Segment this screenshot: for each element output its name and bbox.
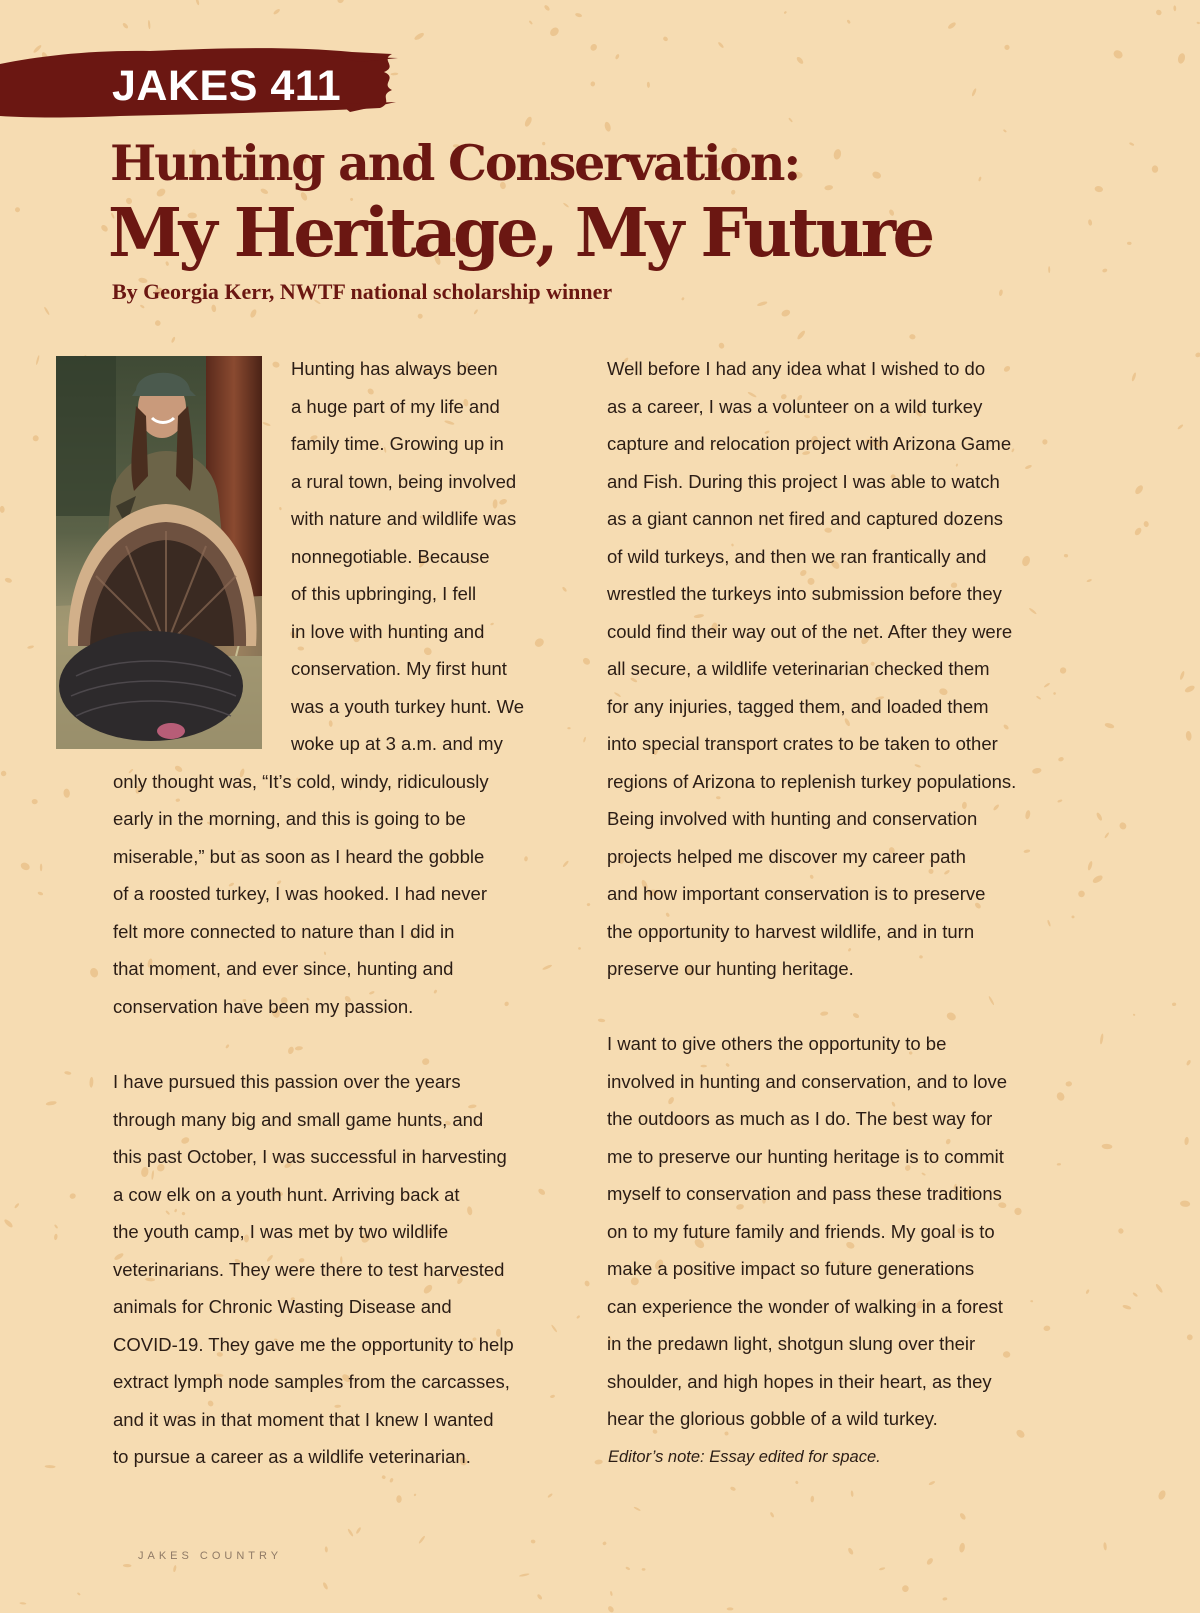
speckle [1028,607,1037,615]
speckle [1094,185,1103,192]
speckle [1030,1300,1033,1302]
speckle [272,361,281,369]
speckle [1185,731,1192,741]
speckle [589,43,598,52]
speckle [1172,1002,1177,1006]
speckle [919,955,923,959]
speckle [273,8,281,15]
speckle [587,903,591,907]
speckle [633,1506,641,1511]
speckle [473,309,478,315]
speckle [810,1496,814,1503]
speckle [727,1607,734,1610]
speckle [54,1224,59,1229]
speckle [1085,1289,1090,1294]
speckle [171,336,176,343]
body-text-line: was a youth turkey hunt. We [291,695,525,717]
speckle [1088,219,1093,226]
speckle [262,422,271,427]
speckle [1059,666,1068,675]
speckle [1103,1542,1107,1550]
speckle [1047,920,1051,927]
speckle [824,185,833,191]
body-text-line: the opportunity to harvest wildlife, and in turn [607,920,975,942]
body-text-line: and how important conservation is to preserve [607,883,986,904]
body-text-line: veterinarians. They were there to test harvested [113,1258,505,1280]
speckle [225,1044,230,1049]
body-text-line: Being involved with hunting and conservation [607,808,978,829]
speckle [1096,812,1104,822]
speckle [562,586,568,592]
speckle [45,1465,56,1469]
speckle [523,116,533,128]
speckle [871,170,882,180]
speckle [417,313,423,319]
speckle [1057,799,1063,803]
speckle [562,860,569,868]
speckle [519,1573,530,1577]
speckle [1127,242,1132,245]
speckle [1157,1489,1167,1501]
speckle [547,1493,553,1499]
body-text-line: animals for Chronic Wasting Disease and [113,1296,452,1317]
speckle [413,32,425,42]
speckle [1043,682,1050,688]
body-text-line: the outdoors as much as I do. The best way for [607,1108,993,1129]
speckle [1179,671,1185,681]
speckle [89,1077,93,1088]
body-text-line: as a giant cannon net fired and captured dozens [607,508,1003,529]
speckle [942,1597,947,1601]
speckle [322,1582,329,1590]
speckle [943,869,950,875]
speckle [1058,756,1065,762]
body-text-line: a rural town, being involved [291,470,517,492]
speckle [769,1512,774,1518]
body-text-line: me to preserve our hunting heritage is to commit [607,1145,1004,1167]
speckle [665,912,670,917]
body-text-line: COVID-19. They gave me the opportunity to help [113,1333,514,1355]
speckle [642,1568,646,1571]
speckle [1196,21,1200,24]
speckle [1064,554,1069,558]
speckle [610,1591,613,1596]
speckle [662,36,669,42]
speckle [959,1542,966,1553]
speckle [1053,692,1056,695]
speckle [590,81,596,87]
speckle [0,770,7,777]
speckle [27,645,34,649]
speckle [993,804,1000,812]
body-text-line: conservation. My first hunt [291,658,507,679]
speckle [1025,464,1033,470]
speckle [498,498,507,506]
speckle [594,1459,603,1465]
speckle [32,799,38,805]
speckle [607,1605,615,1613]
body-text-line: regions of Arizona to replenish turkey populations. [607,770,1017,792]
speckle [69,1193,77,1200]
speckle [123,1564,132,1567]
speckle [279,507,282,511]
speckle [444,420,455,426]
body-text-line: on to my future family and friends. My goal is to [607,1220,995,1242]
speckle [1071,915,1074,918]
speckle [181,1212,185,1216]
speckle [901,1584,910,1593]
body-text-line: I have pursued this passion over the years [113,1071,461,1092]
speckle [625,1566,630,1570]
speckle [757,301,768,307]
speckle [978,176,982,181]
body-text-line: conservation have been my passion. [113,995,414,1017]
speckle [1180,1200,1191,1207]
body-text-line: extract lymph node samples from the carcasses, [113,1371,510,1392]
speckle [43,306,50,315]
article-title-line2: My Heritage, My Future [108,193,932,272]
speckle [40,864,42,872]
speckle [1112,49,1124,61]
body-text-line: a cow elk on a youth hunt. Arriving back at [113,1183,460,1205]
speckle [909,334,916,340]
body-text-line: wrestled the turkeys into submission before they [607,583,1002,604]
speckle [324,951,327,955]
speckle [1011,448,1015,453]
speckle [1134,484,1145,496]
speckle [971,88,977,97]
speckle [165,1210,170,1215]
speckle [725,1063,730,1068]
speckle [945,1011,957,1022]
body-text-line: Well before I had any idea what I wished to do [607,358,986,379]
speckle [1104,722,1115,729]
speckle [551,1324,558,1333]
speckle [1104,832,1110,839]
speckle [1131,372,1137,382]
speckle [788,117,793,122]
body-text-line: for any injuries, tagged them, and loaded them [607,695,989,717]
speckle [681,297,685,301]
speckle [578,947,581,950]
speckle [45,1100,56,1106]
speckle [582,656,592,666]
speckle [1133,1013,1136,1016]
speckle [1101,1144,1112,1150]
body-text-line: woke up at 3 a.m. and my [291,733,503,754]
body-text-line: in the predawn light, shotgun slung over their [607,1333,976,1354]
body-text-line: and Fish. During this project I was able to watch [607,470,1000,492]
speckle [1091,874,1103,885]
speckle [1065,1081,1072,1087]
speckle [531,1539,536,1543]
speckle [543,4,550,11]
speckle [701,1065,707,1068]
speckle [1086,579,1092,583]
speckle [1132,1292,1138,1298]
author-turkey-photo [56,356,262,749]
speckle [959,1512,967,1521]
body-text-line: of this upbringing, I fell [291,583,477,604]
speckle [809,874,814,879]
speckle [433,989,437,994]
speckle [35,355,40,365]
speckle [1014,1208,1022,1216]
speckle [1173,5,1176,11]
body-text-line: nonnegotiable. Because [291,545,490,567]
speckle [524,856,528,862]
speckle [598,1018,606,1022]
speckle [64,1071,71,1075]
speckle [173,1565,177,1572]
speckle [730,1486,737,1492]
speckle [1184,684,1196,694]
speckle [1186,1334,1194,1342]
speckle [1003,1351,1011,1358]
speckle [1177,52,1186,64]
speckle [490,622,494,625]
speckle [921,1172,926,1176]
speckle [914,764,921,769]
footer-publication-name: JAKES COUNTRY [138,1550,283,1562]
speckle [329,720,333,727]
speckle [833,148,842,160]
body-text-line: miserable,” but as soon as I heard the gobble [113,845,485,867]
speckle [1087,861,1093,871]
speckle [297,646,304,651]
speckle [89,967,99,978]
speckle [175,798,180,802]
speckle [355,1527,361,1535]
editors-note: Editor’s note: Essay edited for space. [608,1447,881,1466]
speckle [529,20,534,25]
speckle [148,20,151,29]
speckle [1003,44,1010,51]
speckle [567,727,570,729]
body-text-line: shoulder, and high hopes in their heart, as they [607,1370,992,1392]
speckle [796,56,805,65]
speckle [820,1011,829,1016]
speckle [988,996,995,1006]
speckle [1042,439,1049,446]
speckle [1133,527,1142,537]
body-text-line: a huge part of my life and [291,395,500,417]
speckle [584,1280,590,1287]
body-text-line: this past October, I was successful in harvesting [113,1146,507,1167]
speckle [4,577,12,583]
speckle [999,289,1004,296]
speckle [947,21,957,30]
body-text-line: with nature and wildlife was [291,508,517,529]
body-text-line: into special transport crates to be taken to other [607,733,998,754]
speckle [1023,849,1030,853]
speckle [347,1528,354,1537]
speckle [325,1546,328,1552]
speckle [396,1495,401,1503]
body-text-line: could find their way out of the net. After they were [607,620,1013,642]
speckle [1177,424,1184,430]
speckle [1025,810,1031,820]
speckle [847,1547,854,1555]
speckle [295,1046,303,1051]
speckle [718,342,726,350]
body-text-line: of wild turkeys, and then we ran frantically and [607,545,987,567]
speckle [1195,352,1200,358]
body-text-line: capture and relocation project with Arizona Game [607,433,1012,454]
speckle [19,1602,26,1605]
body-text-line: I want to give others the opportunity to be [607,1033,947,1054]
speckle [1003,724,1010,731]
speckle [418,1535,426,1544]
speckle [1048,266,1050,273]
speckle [1077,889,1086,898]
speckle [413,1493,416,1496]
speckle [1118,821,1128,831]
speckle [122,22,129,29]
speckle [536,1593,543,1600]
speckle [336,0,345,4]
body-text-line: hear the glorious gobble of a wild turkey. [607,1408,938,1429]
body-text-line: felt more connected to nature than I did in [113,920,455,942]
speckle [1032,767,1042,774]
speckle [1186,1059,1192,1066]
speckle [846,19,851,24]
speckle [287,1046,295,1055]
speckle [37,891,43,896]
speckle [795,1480,799,1484]
body-text-line: as a career, I was a volunteer on a wild turkey [607,395,983,417]
speckle [799,569,808,577]
speckle [1036,695,1042,700]
speckle [783,11,787,15]
speckle [879,1567,886,1571]
speckle [1055,1091,1065,1102]
speckle [1043,1325,1050,1331]
speckle [389,1478,394,1484]
speckle [602,1541,607,1546]
body-text-line: the youth camp, I was met by two wildlife [113,1221,449,1242]
speckle [716,796,721,799]
speckle [1152,165,1159,173]
body-text-line: myself to conservation and pass these traditions [607,1183,1002,1204]
body-text-line: through many big and small game hunts, and [113,1108,484,1130]
body-text-line: preserve our hunting heritage. [607,958,854,979]
body-text-line: that moment, and ever since, hunting and [113,958,454,979]
speckle [19,861,31,871]
byline: By Georgia Kerr, NWTF national scholarship winner [112,279,613,304]
speckle [1143,521,1149,528]
speckle [1003,129,1007,133]
speckle [542,964,553,971]
speckle [174,1208,178,1212]
speckle [575,12,583,17]
speckle [1122,1304,1132,1310]
speckle [604,121,612,132]
body-text-line: projects helped me discover my career path [607,845,966,867]
speckle [615,53,620,59]
speckle [421,1057,430,1065]
speckle [926,1557,935,1566]
body-text-line: early in the morning, and this is going to be [113,808,466,829]
speckle [667,1096,675,1105]
body-text-line: to pursue a career as a wildlife veterinarian. [113,1446,471,1467]
speckle [955,463,958,467]
speckle [14,206,21,213]
speckle [249,308,258,318]
speckle [537,1187,546,1196]
speckle [1117,1227,1124,1234]
speckle [32,435,39,442]
speckle [14,1203,20,1209]
body-text-line: of a roosted turkey, I was hooked. I had never [113,883,487,904]
speckle [1015,1428,1026,1439]
body-text-line: only thought was, “It’s cold, windy, ridiculously [113,770,489,792]
body-text-line: can experience the wonder of walking in a forest [607,1295,1003,1317]
speckle [928,1480,935,1485]
speckle [533,637,545,649]
speckle [796,330,806,341]
speckle [63,788,70,798]
speckle [717,41,724,48]
speckle [548,26,560,38]
speckle [1003,365,1011,373]
speckle [504,1001,510,1007]
speckle [780,308,791,317]
speckle [1129,142,1135,146]
body-text-line: and it was in that moment that I knew I wanted [113,1408,494,1430]
speckle [154,320,161,327]
speckle [151,1170,154,1180]
speckle [850,1490,853,1497]
speckle [1102,268,1108,273]
section-label: JAKES 411 [112,62,342,110]
article-title-line1: Hunting and Conservation: [110,134,800,192]
speckle [848,948,852,952]
speckle [3,1218,14,1228]
body-text-line: make a positive impact so future generations [607,1258,975,1279]
body-text-line: Hunting has always been [291,358,498,379]
speckle [1057,1163,1061,1166]
speckle [381,1475,386,1480]
body-text-line: involved in hunting and conservation, and to love [607,1070,1008,1092]
speckle [550,1394,556,1398]
speckle [647,82,650,88]
speckle [1184,1137,1189,1146]
speckle [77,1592,81,1596]
speckle [1021,555,1031,567]
speckle [466,1206,472,1216]
speckle [583,737,587,743]
speckle [54,1233,58,1240]
speckle [1155,9,1163,17]
speckle [1099,1033,1103,1044]
speckle [576,1315,580,1319]
body-text-line: in love with hunting and [291,620,485,642]
speckle [0,506,5,513]
speckle [195,0,200,6]
body-text-line: family time. Growing up in [291,433,504,454]
body-text-line: all secure, a wildlife veterinarian checked them [607,658,990,679]
speckle [1155,1283,1164,1293]
speckle [852,1012,860,1019]
